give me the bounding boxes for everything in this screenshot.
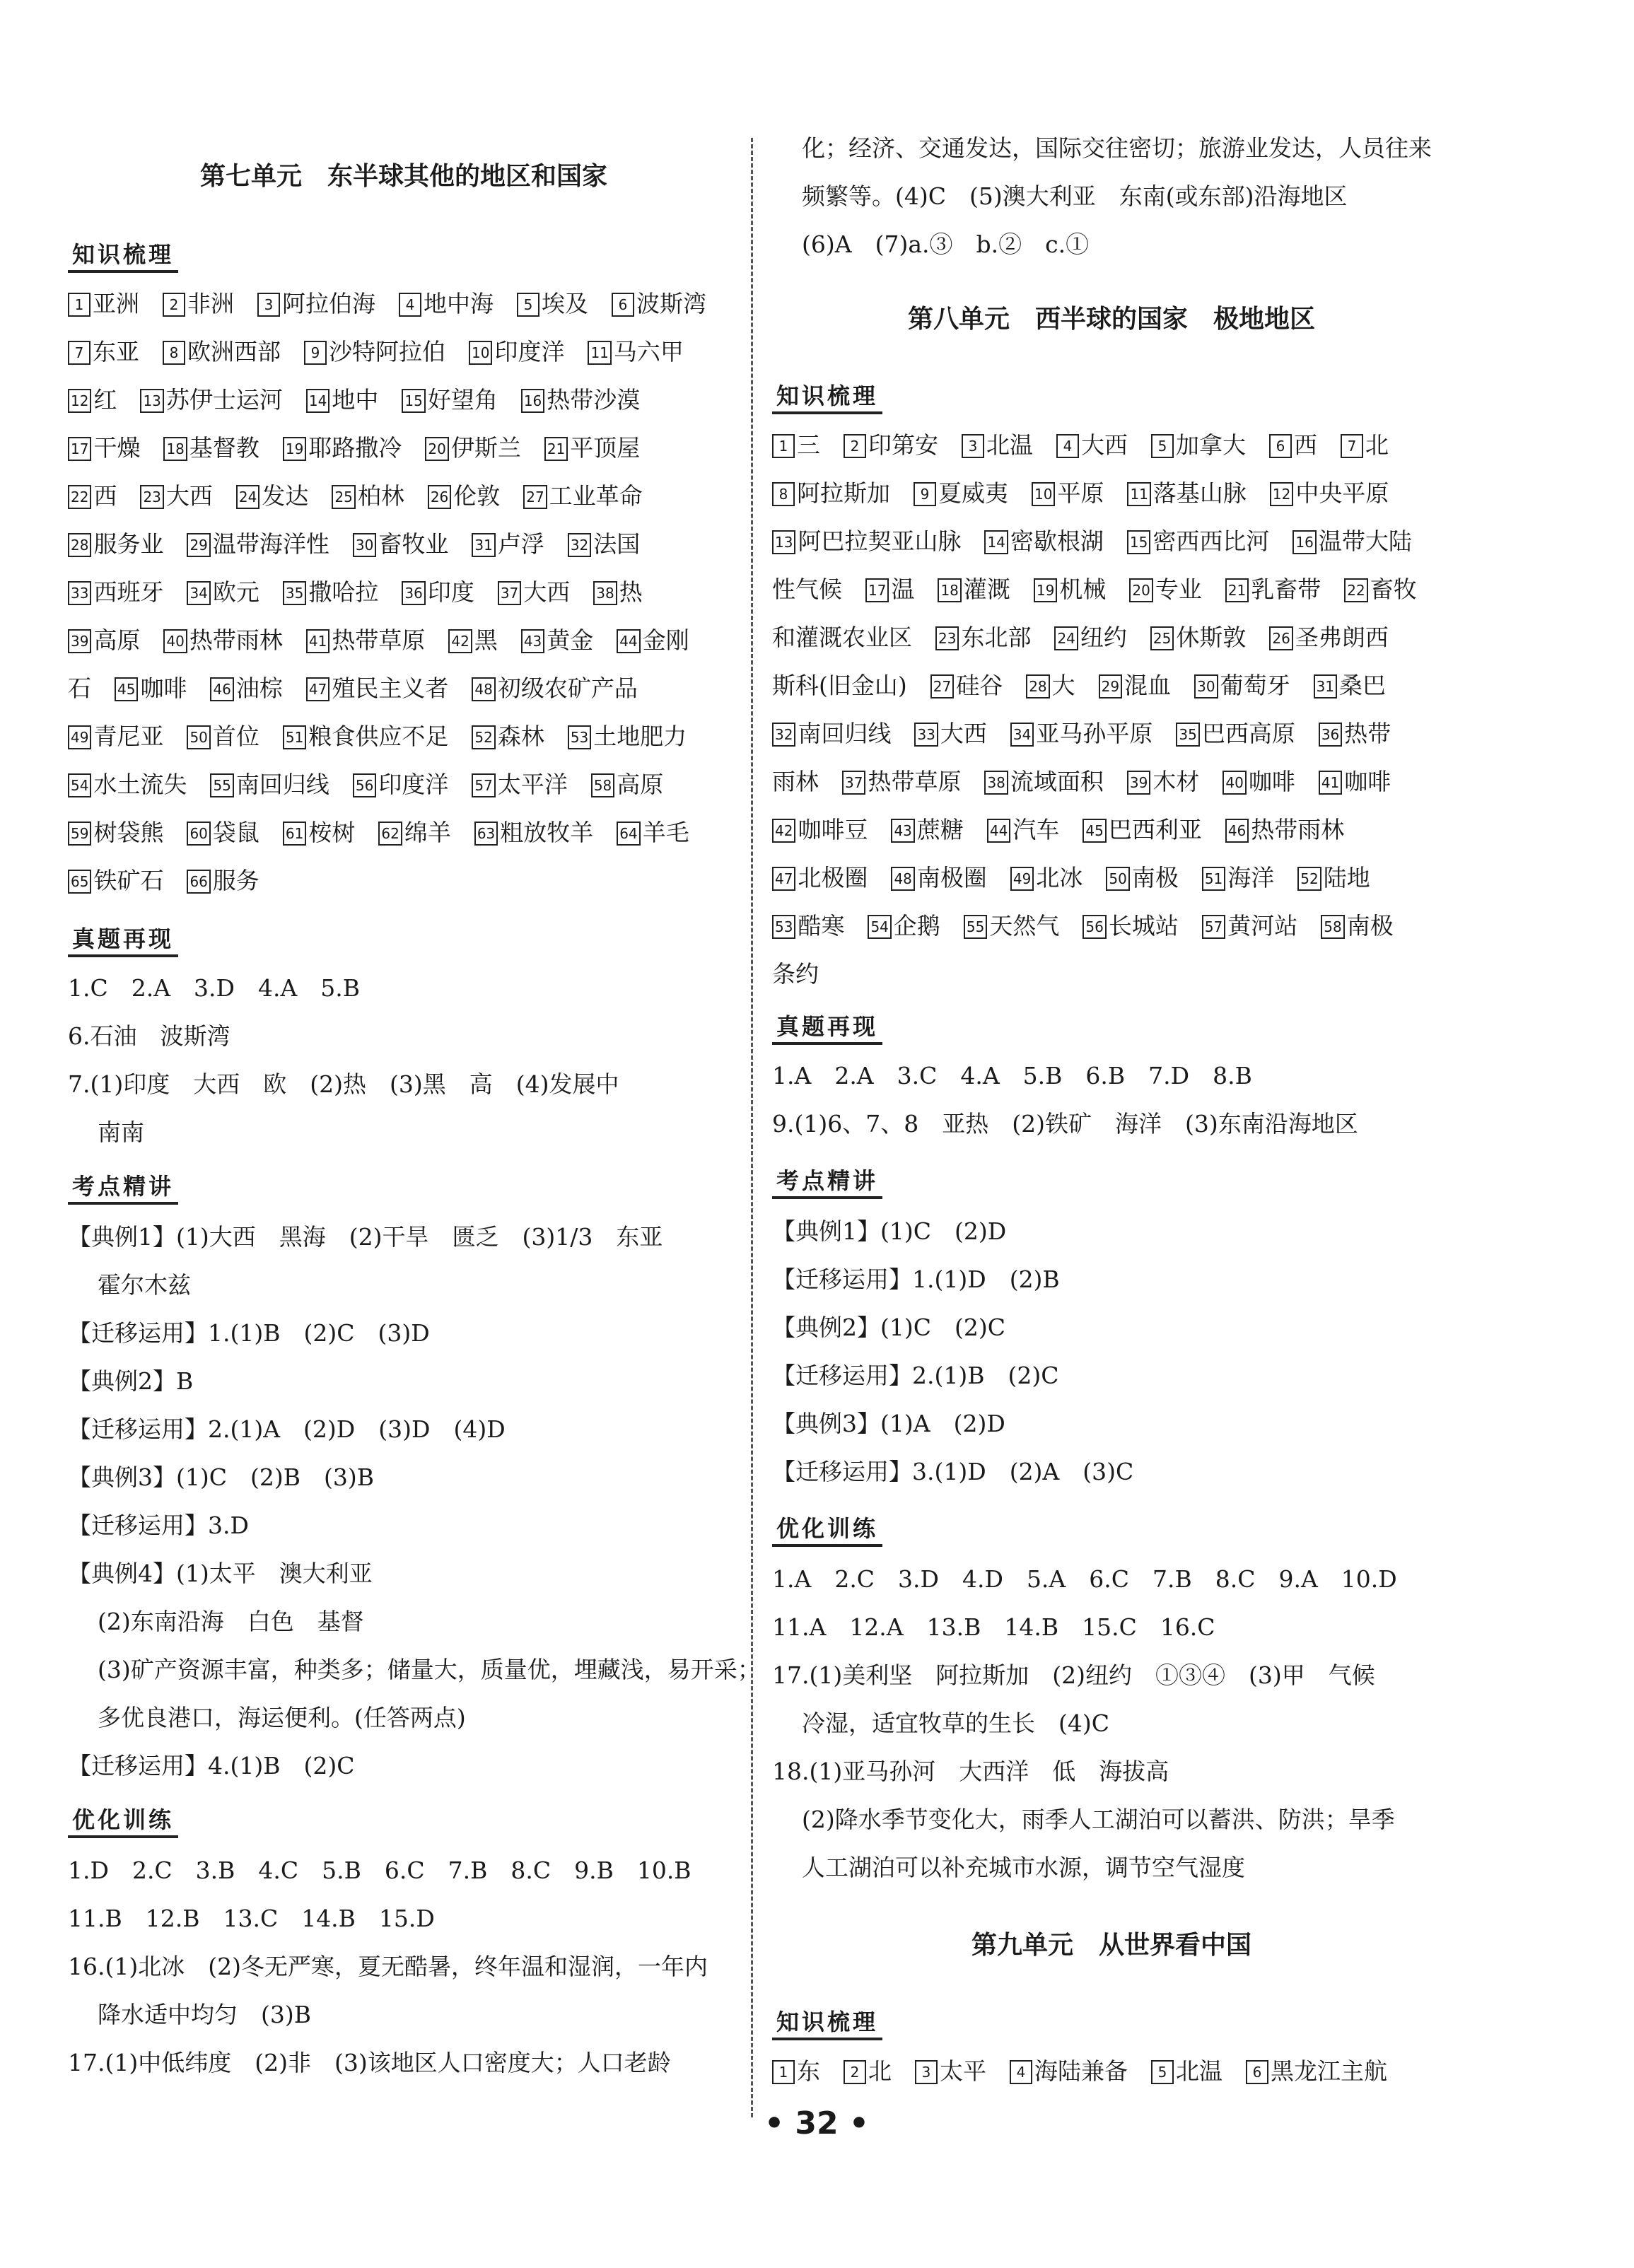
item-number-box: 15 <box>402 389 425 413</box>
unit7-cont-line: 化；经济、交通发达，国际交往密切；旅游业发达，人员往来 <box>802 134 1432 162</box>
item-number-box: 36 <box>1319 723 1342 747</box>
item-number-box: 1 <box>772 434 795 458</box>
unit7-kaodian-line: 【典例3】(1)C (2)B (3)B <box>68 1463 374 1491</box>
zhishi-line: 47 北极圈 48 南极圈 49 北冰 50 南极 51 海洋 52 陆地 <box>772 864 1370 892</box>
unit7-kaodian-line: 【典例4】(1)太平 澳大利亚 <box>68 1560 373 1587</box>
zhishi-line: 42 咖啡豆 43 蔗糖 44 汽车 45 巴西利亚 46 热带雨林 <box>772 816 1344 844</box>
item-number-box: 34 <box>187 581 210 605</box>
unit7-zhenti-line: 南南 <box>98 1118 144 1146</box>
item-number-box: 45 <box>115 677 138 701</box>
item-number-box: 9 <box>914 482 936 506</box>
item-number-box: 1 <box>68 293 91 317</box>
item-number-box: 40 <box>1222 771 1246 795</box>
item-number-box: 44 <box>987 819 1010 843</box>
item-number-box: 55 <box>210 773 233 797</box>
item-number-box: 3 <box>962 434 984 458</box>
unit8-youhua-line: 1.A 2.C 3.D 4.D 5.A 6.C 7.B 8.C 9.A 10.D <box>772 1565 1397 1593</box>
item-number-box: 49 <box>1010 867 1034 891</box>
zhishi-line: 条约 <box>772 960 819 988</box>
zhishi-line: 1 东 2 北 3 太平 4 海陆兼备 5 北温 6 黑龙江主航 <box>772 2057 1387 2086</box>
item-number-box: 13 <box>140 389 163 413</box>
unit8-youhua-line: (2)降水季节变化大，雨季人工湖泊可以蓄洪、防洪；旱季 <box>802 1806 1395 1833</box>
item-number-box: 59 <box>68 822 91 846</box>
item-number-box: 12 <box>1270 482 1293 506</box>
unit8-youhua-line: 冷湿，适宜牧草的生长 (4)C <box>802 1709 1109 1737</box>
item-number-box: 51 <box>1202 867 1225 891</box>
item-number-box: 65 <box>68 870 91 894</box>
item-number-box: 11 <box>1127 482 1150 506</box>
unit8-youhua-line: 人工湖泊可以补充城市水源，调节空气湿度 <box>802 1854 1245 1881</box>
item-number-box: 52 <box>1297 867 1321 891</box>
zhishi-line: 13 阿巴拉契亚山脉 14 密歇根湖 15 密西西比河 16 温带大陆 <box>772 527 1412 556</box>
item-number-box: 38 <box>984 771 1008 795</box>
item-number-box: 57 <box>472 773 495 797</box>
item-number-box: 42 <box>448 629 472 653</box>
zhishi-line: 8 阿拉斯加 9 夏威夷 10 平原 11 落基山脉 12 中央平原 <box>772 479 1389 508</box>
unit7-youhua-line: 16.(1)北冰 (2)冬无严寒，夏无酷暑，终年温和湿润，一年内 <box>68 1953 708 1980</box>
unit8-kaodian-line: 【典例1】(1)C (2)D <box>772 1217 1007 1245</box>
item-number-box: 14 <box>984 530 1008 554</box>
zhishi-line: 49 青尼亚 50 首位 51 粮食供应不足 52 森林 53 土地肥力 <box>68 723 687 751</box>
item-number-box: 29 <box>187 533 210 557</box>
unit8-zhishi-heading: 知识梳理 <box>772 382 882 414</box>
item-number-box: 7 <box>1341 434 1363 458</box>
item-number-box: 19 <box>1034 578 1057 602</box>
item-number-box: 6 <box>1246 2060 1268 2084</box>
item-number-box: 34 <box>1010 723 1034 747</box>
item-number-box: 2 <box>844 434 866 458</box>
item-number-box: 20 <box>1129 578 1152 602</box>
item-number-box: 15 <box>1127 530 1150 554</box>
item-number-box: 10 <box>469 341 492 365</box>
zhishi-line: 59 树袋熊 60 袋鼠 61 桉树 62 绵羊 63 粗放牧羊 64 羊毛 <box>68 819 689 847</box>
unit8-zhenti-line: 1.A 2.A 3.C 4.A 5.B 6.B 7.D 8.B <box>772 1062 1252 1089</box>
item-number-box: 21 <box>544 437 568 461</box>
item-number-box: 6 <box>612 293 634 317</box>
item-number-box: 57 <box>1202 915 1225 939</box>
unit7-kaodian-line: 【典例2】B <box>68 1367 194 1395</box>
item-number-box: 48 <box>891 867 914 891</box>
item-number-box: 46 <box>210 677 233 701</box>
unit7-zhenti-line: 6.石油 波斯湾 <box>68 1022 230 1050</box>
zhishi-line: 22 西 23 大西 24 发达 25 柏林 26 伦敦 27 工业革命 <box>68 482 643 510</box>
item-number-box: 39 <box>68 629 91 653</box>
unit7-youhua-line: 降水适中均匀 (3)B <box>98 2001 311 2028</box>
item-number-box: 33 <box>914 723 938 747</box>
unit7-zhenti-line: 7.(1)印度 大西 欧 (2)热 (3)黑 高 (4)发展中 <box>68 1070 619 1098</box>
unit7-cont-line: 频繁等。(4)C (5)澳大利亚 东南(或东部)沿海地区 <box>802 182 1348 210</box>
item-number-box: 58 <box>591 773 614 797</box>
zhishi-line: 和灌溉农业区 23 东北部 24 纽约 25 休斯敦 26 圣弗朗西 <box>772 624 1389 651</box>
zhishi-line: 石 45 咖啡 46 油棕 47 殖民主义者 48 初级农矿产品 <box>68 674 638 702</box>
item-number-box: 13 <box>772 530 795 554</box>
item-number-box: 40 <box>163 629 187 653</box>
unit9-title: 第九单元 从世界看中国 <box>971 1931 1251 1960</box>
item-number-box: 26 <box>1269 626 1292 650</box>
item-number-box: 21 <box>1225 578 1249 602</box>
item-number-box: 44 <box>617 629 640 653</box>
item-number-box: 53 <box>772 915 795 939</box>
item-number-box: 28 <box>68 533 91 557</box>
item-number-box: 39 <box>1127 771 1150 795</box>
item-number-box: 14 <box>306 389 329 413</box>
item-number-box: 1 <box>772 2060 795 2084</box>
item-number-box: 46 <box>1225 819 1249 843</box>
zhishi-line: 斯科(旧金山) 27 硅谷 28 大 29 混血 30 葡萄牙 31 桑巴 <box>772 672 1387 699</box>
item-number-box: 35 <box>1176 723 1199 747</box>
item-number-box: 43 <box>521 629 544 653</box>
zhishi-line: 17 干燥 18 基督教 19 耶路撒冷 20 伊斯兰 21 平顶屋 <box>68 434 640 462</box>
item-number-box: 5 <box>517 293 539 317</box>
item-number-box: 66 <box>187 870 210 894</box>
unit7-kaodian-line: 霍尔木兹 <box>98 1271 191 1299</box>
unit8-title: 第八单元 西半球的国家 极地地区 <box>907 305 1315 334</box>
zhishi-line: 12 红 13 苏伊士运河 14 地中 15 好望角 16 热带沙漠 <box>68 386 640 414</box>
item-number-box: 16 <box>521 389 544 413</box>
zhishi-line: 1 三 2 印第安 3 北温 4 大西 5 加拿大 6 西 7 北 <box>772 431 1389 460</box>
item-number-box: 42 <box>772 819 795 843</box>
unit9-zhishi-heading: 知识梳理 <box>772 2008 882 2040</box>
unit7-kaodian-line: 【迁移运用】2.(1)A (2)D (3)D (4)D <box>68 1415 506 1443</box>
item-number-box: 23 <box>935 626 959 650</box>
item-number-box: 8 <box>163 341 185 365</box>
item-number-box: 49 <box>68 725 91 749</box>
item-number-box: 2 <box>163 293 185 317</box>
item-number-box: 32 <box>568 533 591 557</box>
unit7-kaodian-line: 【迁移运用】1.(1)B (2)C (3)D <box>68 1319 430 1347</box>
item-number-box: 7 <box>68 341 91 365</box>
item-number-box: 25 <box>332 485 355 509</box>
item-number-box: 41 <box>306 629 329 653</box>
item-number-box: 22 <box>68 485 91 509</box>
item-number-box: 18 <box>163 437 187 461</box>
zhishi-line: 性气候 17 温 18 灌溉 19 机械 20 专业 21 乳畜带 22 畜牧 <box>772 575 1417 603</box>
item-number-box: 60 <box>187 822 210 846</box>
item-number-box: 9 <box>304 341 327 365</box>
unit8-youhua-heading: 优化训练 <box>772 1514 882 1547</box>
item-number-box: 11 <box>588 341 611 365</box>
item-number-box: 26 <box>428 485 451 509</box>
item-number-box: 16 <box>1292 530 1316 554</box>
item-number-box: 24 <box>236 485 259 509</box>
page-number: • 32 • <box>764 2105 870 2141</box>
item-number-box: 29 <box>1099 674 1122 698</box>
item-number-box: 30 <box>1194 674 1218 698</box>
unit8-youhua-line: 11.A 12.A 13.B 14.B 15.C 16.C <box>772 1613 1215 1641</box>
item-number-box: 58 <box>1321 915 1344 939</box>
unit7-kaodian-line: 【迁移运用】3.D <box>68 1512 249 1539</box>
item-number-box: 32 <box>772 723 795 747</box>
item-number-box: 48 <box>472 677 495 701</box>
item-number-box: 36 <box>402 581 425 605</box>
zhishi-line: 65 铁矿石 66 服务 <box>68 867 259 895</box>
item-number-box: 47 <box>772 867 795 891</box>
zhishi-line: 28 服务业 29 温带海洋性 30 畜牧业 31 卢浮 32 法国 <box>68 530 640 559</box>
item-number-box: 37 <box>498 581 521 605</box>
zhishi-line: 32 南回归线 33 大西 34 亚马孙平原 35 巴西高原 36 热带 <box>772 720 1391 748</box>
unit8-youhua-line: 17.(1)美利坚 阿拉斯加 (2)纽约 ①③④ (3)甲 气候 <box>772 1661 1375 1689</box>
item-number-box: 52 <box>472 725 495 749</box>
item-number-box: 19 <box>283 437 306 461</box>
unit7-zhenti-heading: 真题再现 <box>68 925 178 957</box>
zhishi-line: 1 亚洲 2 非洲 3 阿拉伯海 4 地中海 5 埃及 6 波斯湾 <box>68 290 706 318</box>
item-number-box: 33 <box>68 581 91 605</box>
item-number-box: 61 <box>283 822 306 846</box>
unit8-zhenti-heading: 真题再现 <box>772 1012 882 1045</box>
item-number-box: 22 <box>1344 578 1367 602</box>
item-number-box: 20 <box>425 437 448 461</box>
unit7-youhua-line: 17.(1)中低纬度 (2)非 (3)该地区人口密度大；人口老龄 <box>68 2049 671 2076</box>
item-number-box: 3 <box>257 293 280 317</box>
unit8-kaodian-line: 【典例2】(1)C (2)C <box>772 1314 1005 1341</box>
item-number-box: 41 <box>1319 771 1342 795</box>
unit7-youhua-line: 1.D 2.C 3.B 4.C 5.B 6.C 7.B 8.C 9.B 10.B <box>68 1857 691 1884</box>
item-number-box: 53 <box>568 725 591 749</box>
item-number-box: 17 <box>865 578 889 602</box>
unit8-kaodian-line: 【迁移运用】1.(1)D (2)B <box>772 1265 1060 1293</box>
unit7-kaodian-line: 多优良港口，海运便利。(任答两点) <box>98 1704 466 1731</box>
unit8-zhenti-line: 9.(1)6、7、8 亚热 (2)铁矿 海洋 (3)东南沿海地区 <box>772 1110 1358 1138</box>
item-number-box: 28 <box>1026 674 1049 698</box>
item-number-box: 5 <box>1151 434 1174 458</box>
item-number-box: 17 <box>68 437 91 461</box>
item-number-box: 27 <box>930 674 954 698</box>
zhishi-line: 53 酷寒 54 企鹅 55 天然气 56 长城站 57 黄河站 58 南极 <box>772 912 1394 940</box>
unit7-zhishi-heading: 知识梳理 <box>68 240 178 273</box>
item-number-box: 35 <box>283 581 306 605</box>
item-number-box: 5 <box>1151 2060 1174 2084</box>
item-number-box: 2 <box>844 2060 866 2084</box>
zhishi-line: 54 水土流失 55 南回归线 56 印度洋 57 太平洋 58 高原 <box>68 771 663 799</box>
item-number-box: 31 <box>1314 674 1337 698</box>
unit8-kaodian-line: 【迁移运用】2.(1)B (2)C <box>772 1362 1059 1389</box>
item-number-box: 25 <box>1150 626 1174 650</box>
item-number-box: 24 <box>1054 626 1078 650</box>
item-number-box: 6 <box>1269 434 1292 458</box>
unit8-kaodian-line: 【典例3】(1)A (2)D <box>772 1410 1005 1437</box>
unit7-kaodian-heading: 考点精讲 <box>68 1172 178 1205</box>
item-number-box: 64 <box>617 822 640 846</box>
item-number-box: 50 <box>187 725 210 749</box>
unit7-zhenti-line: 1.C 2.A 3.D 4.A 5.B <box>68 974 361 1002</box>
zhishi-line: 雨林 37 热带草原 38 流域面积 39 木材 40 咖啡 41 咖啡 <box>772 768 1391 795</box>
unit7-title: 第七单元 东半球其他的地区和国家 <box>199 162 607 191</box>
item-number-box: 62 <box>378 822 402 846</box>
item-number-box: 63 <box>474 822 498 846</box>
unit7-kaodian-line: 【典例1】(1)大西 黑海 (2)干旱 匮乏 (3)1/3 东亚 <box>68 1223 663 1251</box>
item-number-box: 3 <box>915 2060 938 2084</box>
unit7-cont-line: (6)A (7)a.③ b.② c.① <box>802 230 1090 258</box>
item-number-box: 50 <box>1106 867 1129 891</box>
unit8-youhua-line: 18.(1)亚马孙河 大西洋 低 海拔高 <box>772 1758 1169 1785</box>
zhishi-line: 33 西班牙 34 欧元 35 撒哈拉 36 印度 37 大西 38 热 <box>68 578 643 607</box>
column-divider <box>751 138 753 2117</box>
item-number-box: 54 <box>68 773 91 797</box>
item-number-box: 37 <box>842 771 865 795</box>
item-number-box: 12 <box>68 389 91 413</box>
item-number-box: 4 <box>399 293 421 317</box>
item-number-box: 56 <box>1082 915 1106 939</box>
item-number-box: 23 <box>140 485 163 509</box>
zhishi-line: 39 高原 40 热带雨林 41 热带草原 42 黑 43 黄金 44 金刚 <box>68 626 689 655</box>
unit7-kaodian-line: (3)矿产资源丰富，种类多；储量大，质量优，埋藏浅，易开采； <box>98 1656 761 1683</box>
item-number-box: 56 <box>353 773 376 797</box>
item-number-box: 43 <box>891 819 914 843</box>
item-number-box: 10 <box>1032 482 1055 506</box>
unit8-kaodian-heading: 考点精讲 <box>772 1167 882 1199</box>
item-number-box: 38 <box>593 581 617 605</box>
zhishi-line: 7 东亚 8 欧洲西部 9 沙特阿拉伯 10 印度洋 11 马六甲 <box>68 338 684 366</box>
unit7-kaodian-line: 【迁移运用】4.(1)B (2)C <box>68 1752 355 1779</box>
item-number-box: 51 <box>283 725 306 749</box>
item-number-box: 4 <box>1056 434 1079 458</box>
unit8-kaodian-line: 【迁移运用】3.(1)D (2)A (3)C <box>772 1458 1134 1485</box>
item-number-box: 30 <box>353 533 376 557</box>
item-number-box: 18 <box>938 578 961 602</box>
item-number-box: 31 <box>472 533 495 557</box>
item-number-box: 45 <box>1082 819 1106 843</box>
unit7-youhua-heading: 优化训练 <box>68 1806 178 1838</box>
item-number-box: 54 <box>868 915 891 939</box>
item-number-box: 4 <box>1010 2060 1032 2084</box>
unit7-youhua-line: 11.B 12.B 13.C 14.B 15.D <box>68 1905 435 1932</box>
item-number-box: 47 <box>306 677 329 701</box>
item-number-box: 27 <box>523 485 547 509</box>
unit7-kaodian-line: (2)东南沿海 白色 基督 <box>98 1608 364 1635</box>
item-number-box: 8 <box>772 482 795 506</box>
item-number-box: 55 <box>964 915 987 939</box>
